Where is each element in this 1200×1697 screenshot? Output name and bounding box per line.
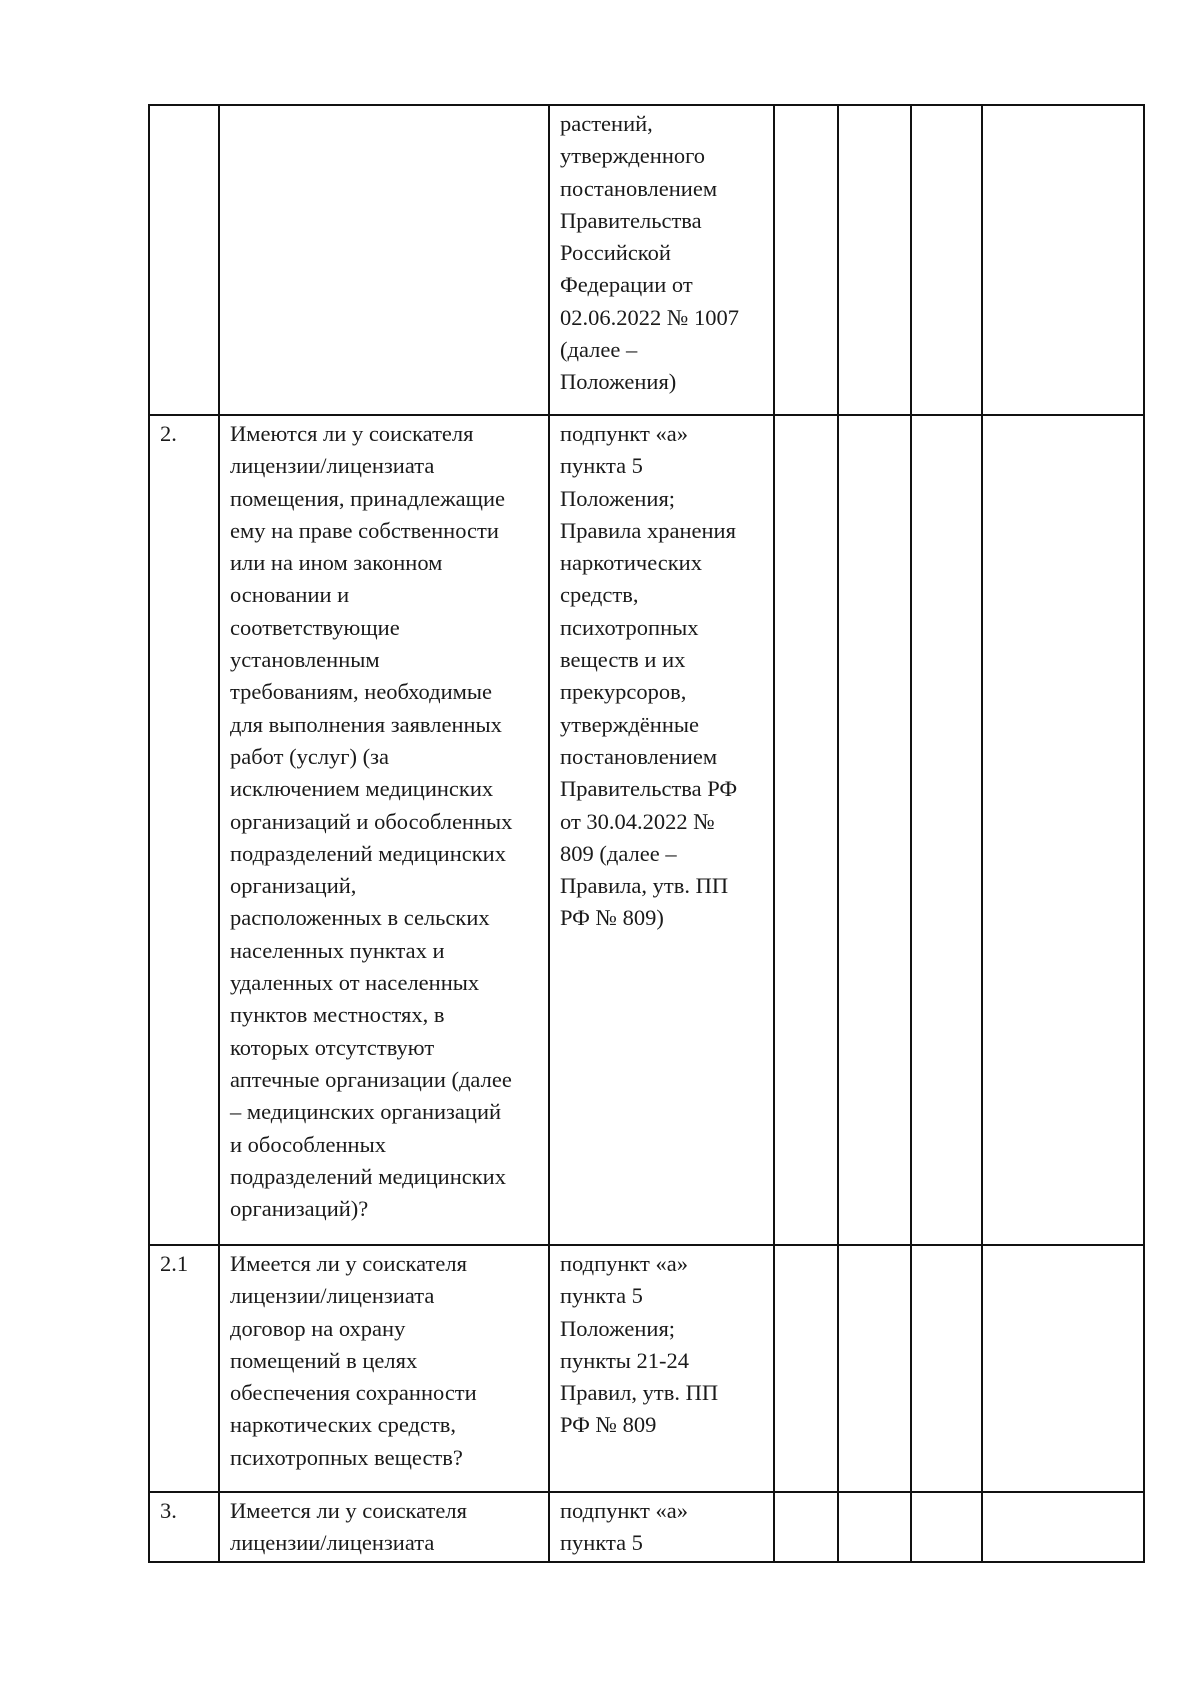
note-cell bbox=[982, 415, 1144, 1245]
legal-reference-cell: подпункт «а» пункта 5 bbox=[549, 1492, 774, 1562]
question-cell: Имеется ли у соискателя лицензии/лицензиата договор на охрану помещений в целях обеспечения сохранности наркотических средств, психотропных веществ? bbox=[219, 1245, 549, 1492]
row-number-cell: 2.1 bbox=[149, 1245, 219, 1492]
answer-cell-yes bbox=[774, 105, 838, 415]
answer-cell-not-applicable bbox=[911, 1492, 982, 1562]
answer-cell-not-applicable bbox=[911, 415, 982, 1245]
row-number-cell bbox=[149, 105, 219, 415]
answer-cell-no bbox=[838, 1245, 911, 1492]
note-cell bbox=[982, 105, 1144, 415]
legal-reference-cell: растений, утвержденного постановлением Правительства Российской Федерации от 02.06.2022 № 1007 (далее – Положения) bbox=[549, 105, 774, 415]
checklist-table bbox=[148, 104, 1145, 1563]
note-cell bbox=[982, 1492, 1144, 1562]
table-row bbox=[149, 1245, 1144, 1492]
answer-cell-not-applicable bbox=[911, 105, 982, 415]
answer-cell-yes bbox=[774, 415, 838, 1245]
answer-cell-no bbox=[838, 105, 911, 415]
legal-reference-cell: подпункт «а» пункта 5 Положения; Правила хранения наркотических средств, психотропных веществ и их прекурсоров, утверждённые постановлением Правительства РФ от 30.04.2022 № 809 (далее – Правила, утв. ПП РФ № 809) bbox=[549, 415, 774, 1245]
answer-cell-no bbox=[838, 1492, 911, 1562]
answer-cell-no bbox=[838, 415, 911, 1245]
row-number-cell: 3. bbox=[149, 1492, 219, 1562]
answer-cell-not-applicable bbox=[911, 1245, 982, 1492]
question-cell: Имеется ли у соискателя лицензии/лицензиата bbox=[219, 1492, 549, 1562]
table-row bbox=[149, 415, 1144, 1245]
question-cell bbox=[219, 105, 549, 415]
table-row bbox=[149, 105, 1144, 415]
table-row bbox=[149, 1492, 1144, 1562]
row-number-cell: 2. bbox=[149, 415, 219, 1245]
answer-cell-yes bbox=[774, 1492, 838, 1562]
answer-cell-yes bbox=[774, 1245, 838, 1492]
legal-reference-cell: подпункт «а» пункта 5 Положения; пункты 21-24 Правил, утв. ПП РФ № 809 bbox=[549, 1245, 774, 1492]
note-cell bbox=[982, 1245, 1144, 1492]
question-cell: Имеются ли у соискателя лицензии/лицензиата помещения, принадлежащие ему на праве собственности или на ином законном основании и соответствующие установленным требованиям, необходимые для выполнения заявленных работ (услуг) (за исключением медицинских организаций и обособленных подразделений медицинских организаций, расположенных в сельских населенных пунктах и удаленных от населенных пунктов местностях, в которых отсутствуют аптечные организации (далее – медицинских организаций и обособленных подразделений медицинских организаций)? bbox=[219, 415, 549, 1245]
